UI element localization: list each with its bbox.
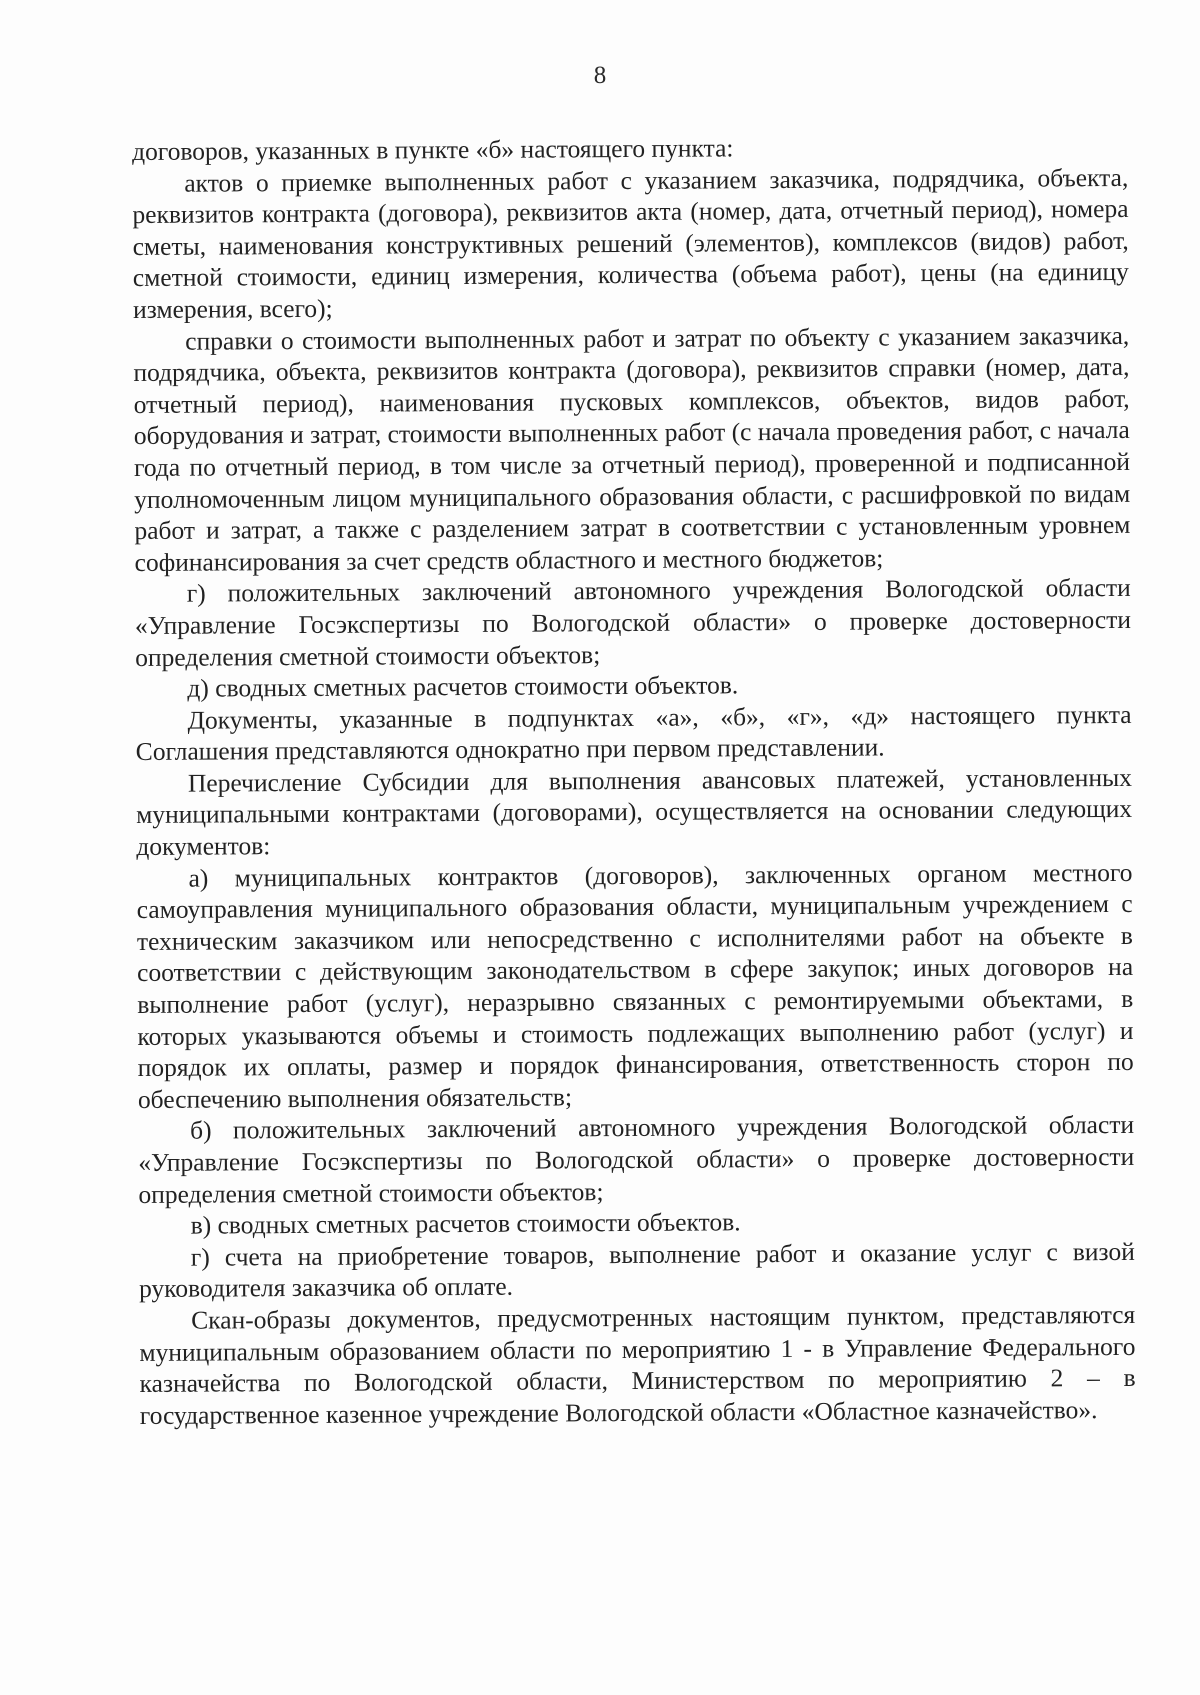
document-body <box>132 130 1136 1431</box>
paragraph-documents-once: Документы, указанные в подпунктах «а», «б», «г», «д» настоящего пункта Соглашения представляются однократно при первом представлении. <box>135 699 1132 767</box>
paragraph-acts: актов о приемке выполненных работ с указанием заказчика, подрядчика, объекта, реквизитов контракта (договора), реквизитов акта (номер, дата, отчетный период), номера сметы, наименования конструктивных решений (элементов), комплексов (видов) работ, сметной стоимости, единиц измерения, количества (объема работ), цены (на единицу измерения, всего); <box>132 162 1129 324</box>
paragraph-item-g-expertise: г) положительных заключений автономного учреждения Вологодской области «Управление Госэкспертизы по Вологодской области» о проверке достоверности определения сметной стоимости объектов; <box>134 573 1132 672</box>
paragraph-item-g-invoices: г) счета на приобретение товаров, выполнение работ и оказание услуг с визой руководителя заказчика об оплате. <box>138 1236 1135 1304</box>
paragraph-item-a-contracts: а) муниципальных контрактов (договоров), заключенных органом местного самоуправления муниципального образования области, муниципальным учреждением с техническим заказчиком или непосредственно с исполнителями работ на объекте в соответствии с действующим законодательством в сфере закупок; иных договоров на выполнение работ (услуг), неразрывно связанных с ремонтируемыми объектами, в которых указываются объемы и стоимость подлежащих выполнению работ (услуг) и порядок их оплаты, размер и порядок финансирования, ответственность сторон по обеспечению выполнения обязательств; <box>136 857 1134 1114</box>
paragraph-item-b-expertise: б) положительных заключений автономного учреждения Вологодской области «Управление Госэкспертизы по Вологодской области» о проверке достоверности определения сметной стоимости объектов; <box>138 1110 1135 1209</box>
page-number: 8 <box>593 62 607 89</box>
paragraph-advance-payments: Перечисление Субсидии для выполнения авансовых платежей, установленных муниципальными контрактами (договорами), осуществляется на основании следующих документов: <box>136 762 1133 862</box>
paragraph-cost-certificates: справки о стоимости выполненных работ и затрат по объекту с указанием заказчика, подрядчика, объекта, реквизитов контракта (договора), реквизитов справки (номер, дата, отчетный период), наименования пусковых комплексов, объектов, видов работ, оборудования и затрат, стоимости выполненных работ (с начала проведения работ, с начала года по отчетный период, в том числе за отчетный период), проверенной и подписанной уполномоченным лицом муниципального образования области, с расшифровкой по видам работ и затрат, а также с разделением затрат в соответствии с установленным уровнем софинансирования за счет средств областного и местного бюджетов; <box>133 320 1131 577</box>
paragraph-scans: Скан-образы документов, предусмотренных настоящим пунктом, представляются муниципальным образованием области по мероприятию 1 - в Управление Федерального казначейства по Вологодской области, Министерством по мероприятию 2 – в государственное казенное учреждение Вологодской области «Областное казначейство». <box>139 1299 1136 1430</box>
paragraph-item-d-estimates: д) сводных сметных расчетов стоимости объектов. <box>187 670 739 703</box>
paragraph-continuation: договоров, указанных в пункте «б» настоящего пункта: <box>132 133 734 166</box>
paragraph-item-v-estimates: в) сводных сметных расчетов стоимости объектов. <box>190 1207 741 1240</box>
